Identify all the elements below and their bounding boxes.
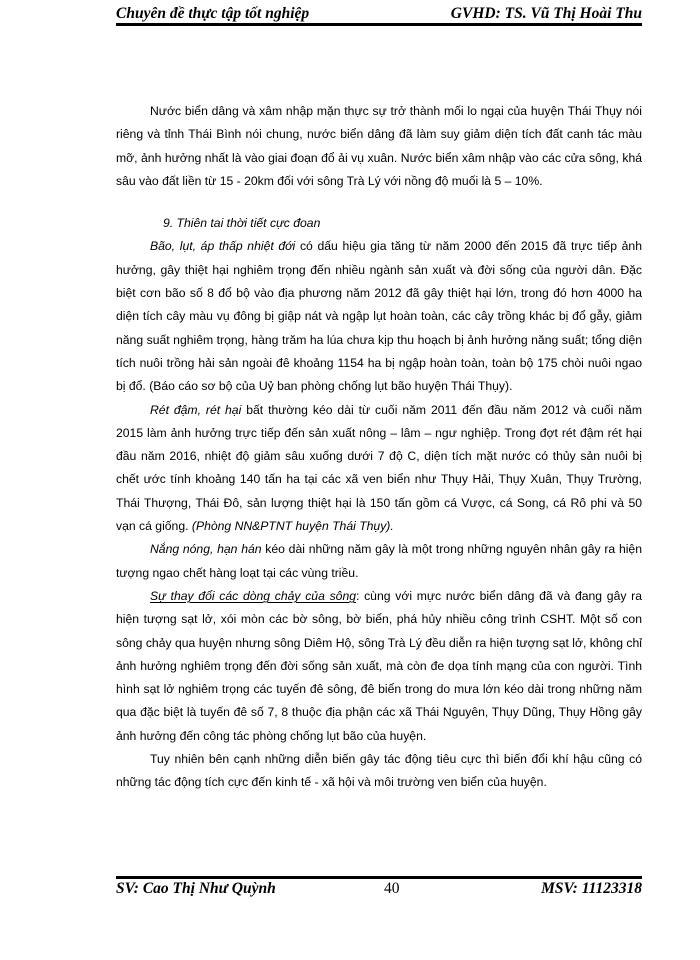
citation: (Phòng NN&PTNT huyện Thái Thụy). xyxy=(191,519,394,534)
paragraph-text: bất thường kéo dài từ cuối năm 2011 đến đầu năm 2012 và cuối năm 2015 làm ảnh hưởng trực tiếp đến sản xuất nông – lâm – ngư nghiệp. Trong đợt rét đậm rét hại đầu năm 2016, nhiệt độ giảm sâu xuống dưới 7 độ C, diện tích mặt nước có thủy sản nuôi bị chết ước tính khoảng 140 tấn ha tại các xã ven biển như Thụy Hải, Thụy Xuân, Thụy Trường, Thái Thượng, Thái Đô, sản lượng thiệt hại là 150 tấn gồm cá Vược, cá Song, cá Rô phi và 50 vạn cá giống. xyxy=(116,402,642,534)
page-header xyxy=(116,2,642,24)
header-title: Chuyên đề thực tập tốt nghiệp xyxy=(116,5,310,22)
paragraph-lead: Sự thay đổi các dòng chảy của sông xyxy=(150,588,356,603)
footer-student: SV: Cao Thị Như Quỳnh xyxy=(116,880,276,897)
footer-student-id: MSV: 11123318 xyxy=(541,880,642,897)
paragraph-drought xyxy=(116,538,642,585)
paragraph-lead: Rét đậm, rét hại xyxy=(150,402,242,417)
paragraph-lead: Bão, lụt, áp thấp nhiệt đới xyxy=(150,239,296,254)
page-number: 40 xyxy=(384,880,400,897)
paragraph-text: có dấu hiệu gia tăng từ năm 2000 đến 2015 đã trực tiếp ảnh hưởng, gây thiệt hại nghiêm trọng đến nhiều ngành sản xuất và đời sống của người dân. Đặc biệt cơn bão số 8 đổ bộ vào địa phương năm 2012 đã gây thiệt hại lớn, trong đó hơn 4000 ha diện tích cây màu vụ đông bị giập nát và ngập lụt hoàn toàn, các cây trồng khác bị đổ gẫy, giảm năng suất nghiêm trọng, hàng trăm ha lúa chưa kịp thu hoạch bị ảnh hưởng năng suất; tổng diện tích nuôi trồng hải sản ngoài đê khoảng 1154 ha bị ngập hoàn toàn, toàn bộ 175 chòi nuôi ngao bị đổ. (Báo cáo sơ bộ của Uỷ ban phòng chống lụt bão huyện Thái Thụy). xyxy=(116,239,642,394)
header-rule xyxy=(116,23,642,26)
paragraph-text: kéo dài những năm gây là một trong những nguyên nhân gây ra hiện tượng ngao chết hàng loạt tại các vùng triều. xyxy=(116,542,642,580)
page-footer xyxy=(116,879,642,901)
paragraph-sea-level: Nước biển dâng và xâm nhập mặn thực sự trở thành mối lo ngại của huyện Thái Thụy nói riêng và tỉnh Thái Bình nói chung, nước biển dâng đã làm suy giảm diện tích đất canh tác màu mỡ, ảnh hưởng nhất là vào giai đoạn đổ ải vụ xuân. Nước biển xâm nhập vào các cửa sông, khá sâu vào đất liền từ 15 - 20km đối với sông Trà Lý với nồng độ muối là 5 – 10%. xyxy=(116,104,642,188)
header-advisor: GVHD: TS. Vũ Thị Hoài Thu xyxy=(450,5,642,22)
section-heading: 9. Thiên tai thời tiết cực đoan xyxy=(163,216,321,231)
paragraph-storms xyxy=(116,235,642,398)
paragraph-river-flow xyxy=(116,585,642,748)
paragraph-cold xyxy=(116,399,642,539)
document-body xyxy=(116,100,642,795)
paragraph-lead: Nắng nóng, hạn hán xyxy=(150,542,262,557)
paragraph-text: : cùng với mực nước biển dâng đã và đang gây ra hiện tượng sạt lở, xói mòn các bờ sông, bờ biển, phá hủy nhiều công trình CSHT. Một số con sông chảy qua huyện nhưng sông Diêm Hộ, sông Trà Lý đều diễn ra hiện tượng sạt lở, không chỉ ảnh hưởng nghiêm trọng đến đời sống sản xuất, mà còn đe dọa tính mạng của con người. Tình hình sạt lở nghiêm trọng các tuyến đê sông, đê biển trong do mưa lớn kéo dài trong những năm qua đặc biệt là tuyến đê số 7, 8 thuộc địa phận các xã Thái Nguyên, Thụy Dũng, Thụy Hồng gây ảnh hưởng đến công tác phòng chống lụt bão của huyện. xyxy=(116,588,642,743)
paragraph-positive-impacts: Tuy nhiên bên cạnh những diễn biến gây tác động tiêu cực thì biến đổi khí hậu cũng có những tác động tích cực đến kinh tế - xã hội và môi trường ven biển của huyện. xyxy=(116,752,642,790)
